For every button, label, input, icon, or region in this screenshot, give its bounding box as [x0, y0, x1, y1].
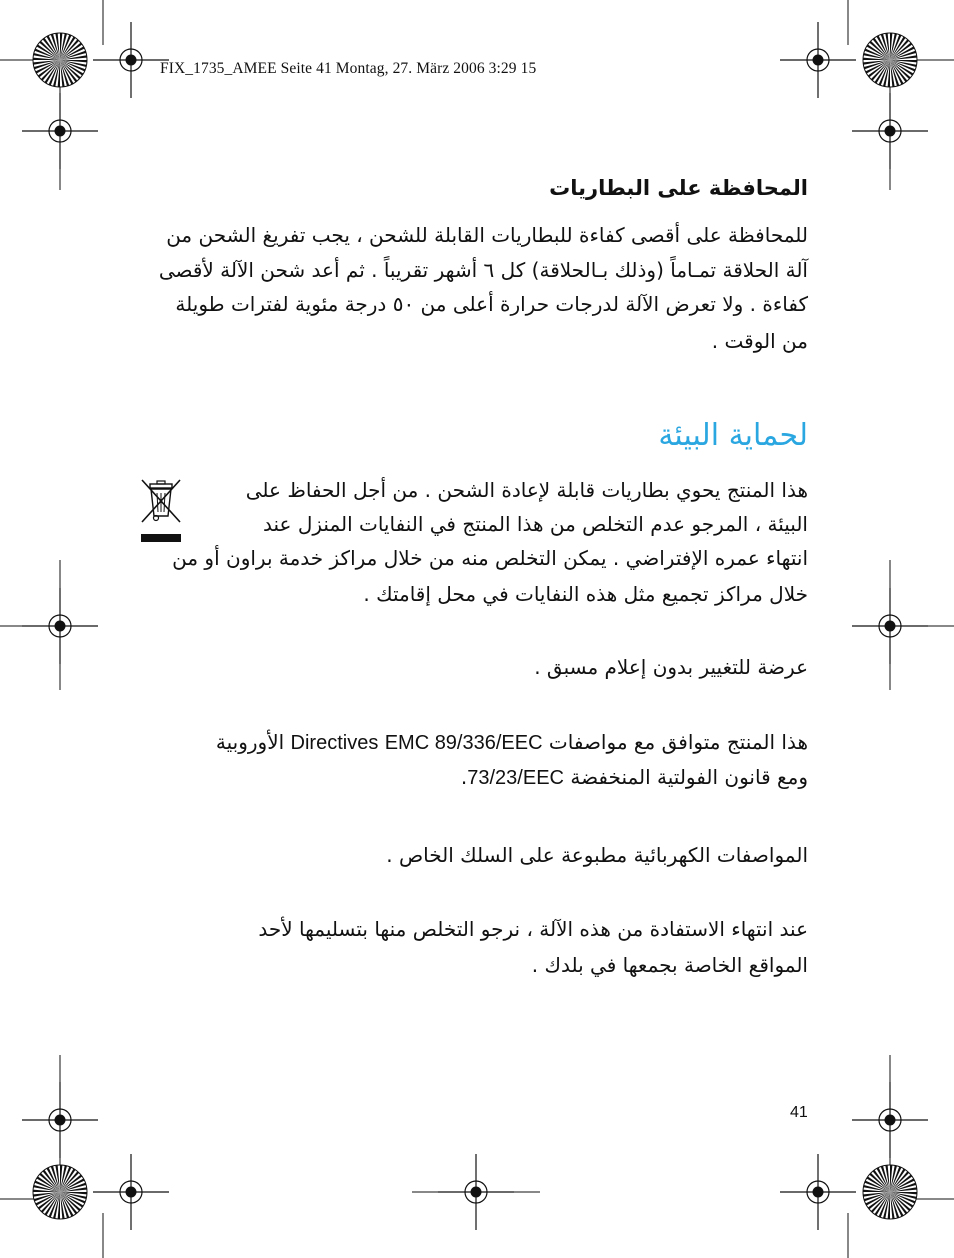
- registration-mark-icon: [93, 1154, 169, 1230]
- emc-directives-word: Directives: [290, 732, 379, 754]
- print-slug-line: FIX_1735_AMEE Seite 41 Montag, 27. März 2006 3:29 15: [160, 60, 537, 77]
- paragraph-line: خلال مراكز تجميع مثل هذه النفايات في محل إقامتك .: [363, 582, 808, 606]
- subject-to-change-notice: عرضة للتغيير بدون إعلام مسبق .: [534, 655, 808, 679]
- registration-mark-icon: [93, 22, 169, 98]
- lvd-text-arabic: ومع قانون الفولتية المنخفضة: [570, 765, 808, 789]
- paragraph-line: هذا المنتج يحوي بطاريات قابلة لإعادة الشحن . من أجل الحفاظ على: [245, 478, 808, 502]
- emc-text-arabic-end: الأوروبية: [215, 730, 285, 754]
- registration-mark-icon: [780, 1154, 856, 1230]
- emc-compliance-line: [216, 730, 808, 755]
- page-number: 41: [790, 1104, 808, 1121]
- paragraph-line: البيئة ، المرجو عدم التخلص من هذا المنتج في النفايات المنزل عند: [263, 512, 808, 536]
- paragraph-line: آلة الحلاقة تمـاماً (وذلك بـالحلاقة) كل ٦ أشهر تقريباً . ثم أعد شحن الآلة لأقصى: [158, 258, 808, 282]
- paragraph-line: للمحافظة على أقصى كفاءة للبطاريات القابلة للشحن ، يجب تفريغ الشحن من: [166, 223, 808, 247]
- emc-text-arabic: هذا المنتج متوافق مع مواصفات: [548, 730, 808, 754]
- environment-heading: لحماية البيئة: [658, 418, 808, 453]
- registration-mark-icon: [780, 22, 856, 98]
- starburst-registration-icon: [33, 33, 87, 87]
- lvd-directive-code: 73/23/EEC: [467, 767, 564, 789]
- low-voltage-line: ومع قانون الفولتية المنخفضة 73/23/EEC.: [460, 765, 808, 789]
- starburst-registration-icon: [863, 33, 917, 87]
- crossed-out-wheelie-bin-icon: [140, 478, 182, 544]
- starburst-registration-icon: [863, 1165, 917, 1219]
- starburst-registration-icon: [33, 1165, 87, 1219]
- paragraph-line: من الوقت .: [711, 329, 808, 353]
- battery-care-heading: المحافظة على البطاريات: [549, 176, 808, 200]
- paragraph-line: كفاءة . ولا تعرض الآلة لدرجات حرارة أعلى من ٥٠ درجة مئوية لفترات طويلة: [175, 292, 808, 316]
- emc-directive-code: EMC 89/336/EEC: [384, 732, 543, 754]
- paragraph-line: انتهاء عمره الإفتراضي . يمكن التخلص منه من خلال مراكز خدمة براون أو من: [172, 546, 808, 570]
- electrical-specs-line: المواصفات الكهربائية مطبوعة على السلك الخاص .: [386, 843, 808, 867]
- paragraph-line: المواقع الخاصة بجمعها في بلدك .: [531, 953, 808, 977]
- paragraph-line: عند انتهاء الاستفادة من هذه الآلة ، نرجو التخلص منها بتسليمها لأحد: [258, 917, 808, 941]
